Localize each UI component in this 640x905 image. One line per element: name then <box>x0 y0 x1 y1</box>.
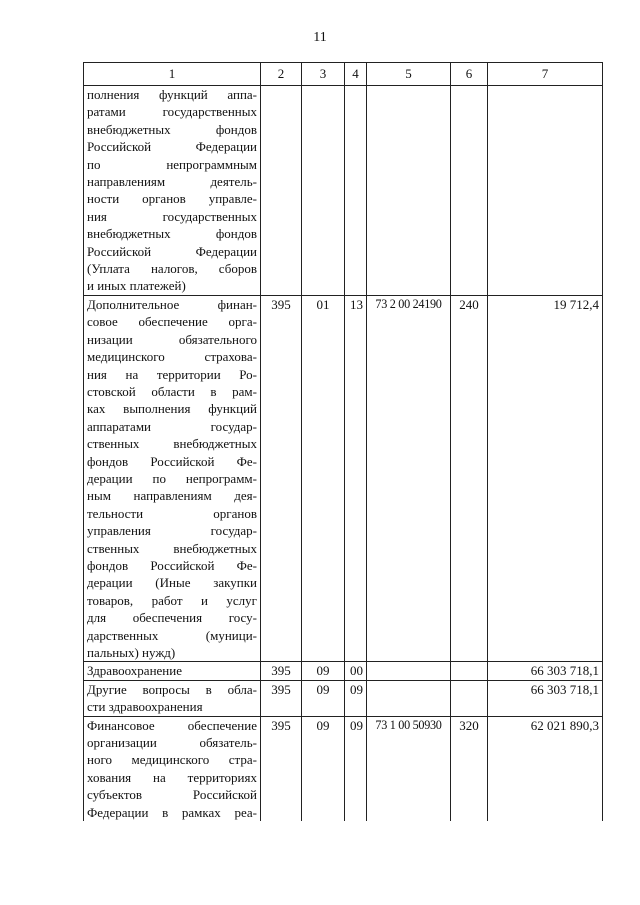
table-body <box>84 86 603 822</box>
description-line: фондов Российской Фе- <box>87 557 257 573</box>
cell-section: 09 <box>302 680 345 716</box>
header-col-6: 6 <box>451 63 488 86</box>
description-line: ратами государственных <box>87 104 257 120</box>
description-line: дарственных (муници- <box>87 627 257 643</box>
description-line: ственных внебюджетных <box>87 436 257 452</box>
table-row <box>84 680 603 716</box>
header-col-4: 4 <box>345 63 367 86</box>
cell-amount <box>488 86 603 296</box>
table-row <box>84 86 603 296</box>
cell-target-article: 73 1 00 50930 <box>367 716 451 821</box>
description-line: внебюджетных фондов <box>87 121 257 137</box>
page-number: 11 <box>313 30 327 45</box>
cell-expense-type <box>451 86 488 296</box>
cell-target-article <box>367 662 451 680</box>
description-line: товаров, работ и услуг <box>87 592 257 608</box>
description-line: дерации по непрограмм- <box>87 470 257 486</box>
description-line: Федерации в рамках реа- <box>87 804 257 820</box>
cell-subsection: 09 <box>345 680 367 716</box>
cell-amount: 19 712,4 <box>488 295 603 662</box>
description-line: организации обязатель- <box>87 735 257 751</box>
cell-section: 09 <box>302 662 345 680</box>
description-line: ках выполнения функций <box>87 401 257 417</box>
cell-admin-code: 395 <box>261 662 302 680</box>
description-line: ственных внебюджетных <box>87 540 257 556</box>
description-line: Здравоохранение <box>87 663 182 679</box>
description-line: тельности органов <box>87 505 257 521</box>
description-line: и иных платежей) <box>87 278 186 294</box>
header-col-3: 3 <box>302 63 345 86</box>
cell-amount: 66 303 718,1 <box>488 662 603 680</box>
description-line: Российской Федерации <box>87 243 257 259</box>
description-line: ным направлениям дея- <box>87 488 257 504</box>
row-description <box>84 662 261 680</box>
row-description <box>84 295 261 662</box>
description-line: совое обеспечение орга- <box>87 314 257 330</box>
description-line: полнения функций аппа- <box>87 87 257 102</box>
description-line: медицинского страхова- <box>87 349 257 365</box>
description-line: направлениям деятель- <box>87 174 257 190</box>
row-description <box>84 86 261 296</box>
description-line: хования на территориях <box>87 769 257 785</box>
description-line: фондов Российской Фе- <box>87 453 257 469</box>
description-line: ного медицинского стра- <box>87 752 257 768</box>
cell-expense-type: 320 <box>451 716 488 821</box>
description-line: внебюджетных фондов <box>87 226 257 242</box>
cell-target-article: 73 2 00 24190 <box>367 295 451 662</box>
description-line: стовской области в рам- <box>87 383 257 399</box>
header-col-7: 7 <box>488 63 603 86</box>
description-line: (Уплата налогов, сборов <box>87 261 257 277</box>
description-line: Дополнительное финан- <box>87 296 257 312</box>
description-line: дерации (Иные закупки <box>87 575 257 591</box>
description-line: Финансовое обеспечение <box>87 717 257 733</box>
description-line: Другие вопросы в обла- <box>87 681 257 697</box>
description-line: ния на территории Ро- <box>87 366 257 382</box>
cell-expense-type: 240 <box>451 295 488 662</box>
cell-expense-type <box>451 680 488 716</box>
cell-target-article <box>367 680 451 716</box>
cell-subsection <box>345 86 367 296</box>
cell-admin-code: 395 <box>261 295 302 662</box>
cell-admin-code: 395 <box>261 680 302 716</box>
table-row <box>84 716 603 821</box>
description-line: ния государственных <box>87 208 257 224</box>
cell-subsection: 09 <box>345 716 367 821</box>
header-col-2: 2 <box>261 63 302 86</box>
cell-subsection: 13 <box>345 295 367 662</box>
header-row <box>84 63 603 86</box>
cell-admin-code: 395 <box>261 716 302 821</box>
description-line: пальных) нужд) <box>87 645 176 660</box>
description-line: аппаратами государ- <box>87 418 257 434</box>
description-line: низации обязательного <box>87 331 257 347</box>
cell-amount: 62 021 890,3 <box>488 716 603 821</box>
table-row <box>84 662 603 680</box>
budget-table <box>83 62 603 821</box>
description-line: субъектов Российской <box>87 787 257 803</box>
cell-section <box>302 86 345 296</box>
cell-admin-code <box>261 86 302 296</box>
description-line: Российской Федерации <box>87 139 257 155</box>
row-description <box>84 716 261 821</box>
description-line: сти здравоохранения <box>87 699 203 715</box>
cell-section: 09 <box>302 716 345 821</box>
description-line: для обеспечения госу- <box>87 610 257 626</box>
description-line: ности органов управле- <box>87 191 257 207</box>
cell-subsection: 00 <box>345 662 367 680</box>
cell-section: 01 <box>302 295 345 662</box>
header-col-5: 5 <box>367 63 451 86</box>
cell-target-article <box>367 86 451 296</box>
header-col-1: 1 <box>84 63 261 86</box>
table-row <box>84 295 603 662</box>
table-header <box>84 63 603 86</box>
row-description <box>84 680 261 716</box>
cell-expense-type <box>451 662 488 680</box>
description-line: управления государ- <box>87 523 257 539</box>
description-line: по непрограммным <box>87 156 257 172</box>
cell-amount: 66 303 718,1 <box>488 680 603 716</box>
